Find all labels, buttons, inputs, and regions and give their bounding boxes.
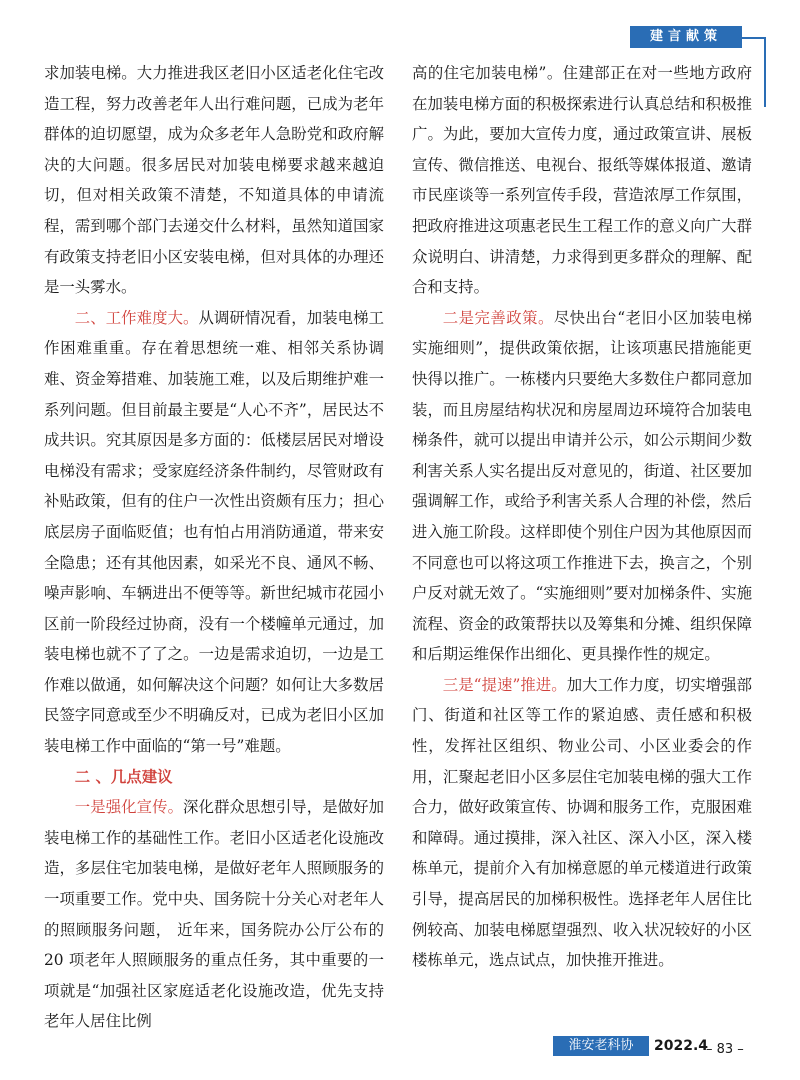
paragraph: 高的住宅加装电梯”。住建部正在对一些地方政府在加装电梯方面的积极探索进行认真总结和积极推广。为此，要加大宣传力度，通过政策宣讲、展板宣传、微信推送、电视台、报纸等媒体报道、邀请市民座谈等一系列宣传手段，营造浓厚工作氛围，把政府推进这项惠老民生工程工作的意义向广大群众说明白、讲清楚，力求得到更多群众的理解、配合和支持。 [412,64,752,297]
paragraph [412,303,752,670]
right-column [412,58,752,976]
paragraph-heading: 三是“提速”推进。 [442,675,567,694]
section-header: 建言献策 [630,26,742,48]
left-column [44,58,384,1037]
issue-number: 2022.4 [654,1038,709,1054]
journal-name: 淮安老科协 [553,1036,649,1056]
paragraph-heading: 二、工作难度大。 [74,308,199,327]
paragraph-heading: 二是完善政策。 [442,308,554,327]
section-heading: 二 、几点建议 [74,767,173,786]
header-rule [742,37,766,39]
page-number: – 83 – [706,1042,744,1057]
paragraph-text: 深化群众思想引导，是做好加装电梯工作的基础性工作。老旧小区适老化设施改造，多层住宅加装电梯，是做好老年人照顾服务的一项重要工作。党中央、国务院十分关心对老年人的照顾服务问题， 近年来，国务院办公厅公布的 20 项老年人照顾服务的重点任务，其中重要的一项就是“加强社区家庭适老化设施改造，优先支持老年人居住比例 [44,798,384,1031]
paragraph-text: 从调研情况看，加装电梯工作困难重重。存在着思想统一难、相邻关系协调难、资金筹措难、加装施工难，以及后期维护难一系列问题。但目前最主要是“人心不齐”，居民达不成共识。究其原因是多方面的：低楼层居民对增设电梯没有需求；受家庭经济条件制约，尽管财政有补贴政策，但有的住户一次性出资颇有压力；担心底层房子面临贬值；也有怕占用消防通道，带来安全隐患；还有其他因素，如采光不良、通风不畅、噪声影响、车辆进出不便等等。新世纪城市花园小区前一阶段经过协商，没有一个楼幢单元通过，加装电梯也就不了了之。一边是需求迫切，一边是工作难以做通，如何解决这个问题？如何让大多数居民签字同意或至少不明确反对，已成为老旧小区加装电梯工作中面临的“第一号”难题。 [44,308,384,756]
paragraph [44,792,384,1037]
paragraph-text: 加大工作力度，切实增强部门、街道和社区等工作的紧迫感、责任感和积极性，发挥社区组织、物业公司、小区业委会的作用，汇聚起老旧小区多层住宅加装电梯的强大工作合力，做好政策宣传、协调和服务工作，克服困难和障碍。通过摸排，深入社区、深入小区，深入楼栋单元，提前介入有加梯意愿的单元楼道进行政策引导，提高居民的加梯积极性。选择老年人居住比例较高、加装电梯愿望强烈、收入状况较好的小区楼栋单元，选点试点，加快推开推进。 [412,675,752,970]
header-rule-vertical [764,37,766,107]
paragraph-heading: 一是强化宣传。 [74,798,184,817]
paragraph: 求加装电梯。大力推进我区老旧小区适老化住宅改造工程，努力改善老年人出行难问题，已成为老年群体的迫切愿望，成为众多老年人急盼党和政府解决的大问题。很多居民对加装电梯要求越来越迫切，但对相关政策不清楚，不知道具体的申请流程，需到哪个部门去递交什么材料，虽然知道国家有政策支持老旧小区安装电梯，但对具体的办理还是一头雾水。 [44,64,384,297]
paragraph-text: 尽快出台“老旧小区加装电梯实施细则”，提供政策依据，让该项惠民措施能更快得以推广。一栋楼内只要绝大多数住户都同意加装，而且房屋结构状况和房屋周边环境符合加装电梯条件，就可以提出申请并公示，如公示期间少数利害关系人实名提出反对意见的，街道、社区要加强调解工作，或给予利害关系人合理的补偿，然后进入施工阶段。这样即使个别住户因为其他原因而不同意也可以将这项工作推进下去，换言之，个别户反对就无效了。“实施细则”要对加梯条件、实施流程、资金的政策帮扶以及筹集和分摊、组织保障和后期运维保作出细化、更具操作性的规定。 [412,308,752,664]
paragraph [44,303,384,762]
paragraph [412,670,752,976]
